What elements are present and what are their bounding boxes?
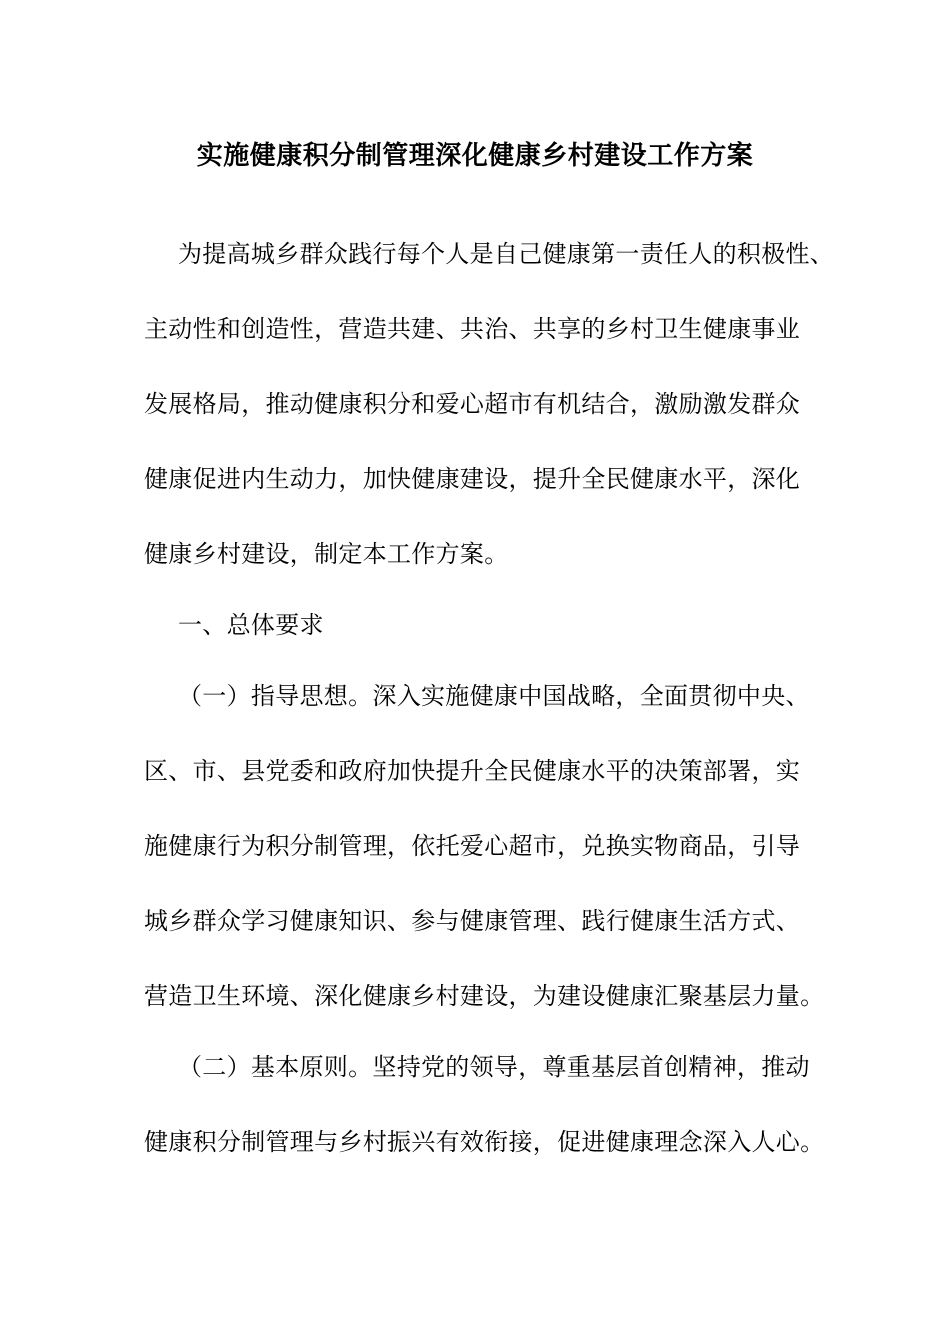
section-heading: 一、总体要求 (178, 611, 324, 639)
paragraph-line: 健康促进内生动力，加快健康建设，提升全民健康水平，深化 (144, 465, 801, 493)
paragraph-line: 健康乡村建设，制定本工作方案。 (144, 540, 509, 568)
paragraph-line: 城乡群众学习健康知识、参与健康管理、践行健康生活方式、 (144, 907, 801, 935)
paragraph-line: 施健康行为积分制管理，依托爱心超市，兑换实物商品，引导 (144, 832, 801, 860)
paragraph-line: 为提高城乡群众践行每个人是自己健康第一责任人的积极性、 (178, 240, 835, 268)
paragraph-line: 健康积分制管理与乡村振兴有效衔接，促进健康理念深入人心。 (144, 1128, 825, 1156)
paragraph-line: 发展格局，推动健康积分和爱心超市有机结合，激励激发群众 (144, 390, 801, 418)
paragraph-line: （二）基本原则。坚持党的领导，尊重基层首创精神，推动 (178, 1053, 810, 1081)
paragraph-line: 主动性和创造性，营造共建、共治、共享的乡村卫生健康事业 (144, 315, 801, 343)
paragraph-line: （一）指导思想。深入实施健康中国战略，全面贯彻中央、 (178, 682, 810, 710)
paragraph-line: 区、市、县党委和政府加快提升全民健康水平的决策部署，实 (144, 757, 801, 785)
paragraph-line: 营造卫生环境、深化健康乡村建设，为建设健康汇聚基层力量。 (144, 982, 825, 1010)
document-title: 实施健康积分制管理深化健康乡村建设工作方案 (196, 141, 754, 171)
